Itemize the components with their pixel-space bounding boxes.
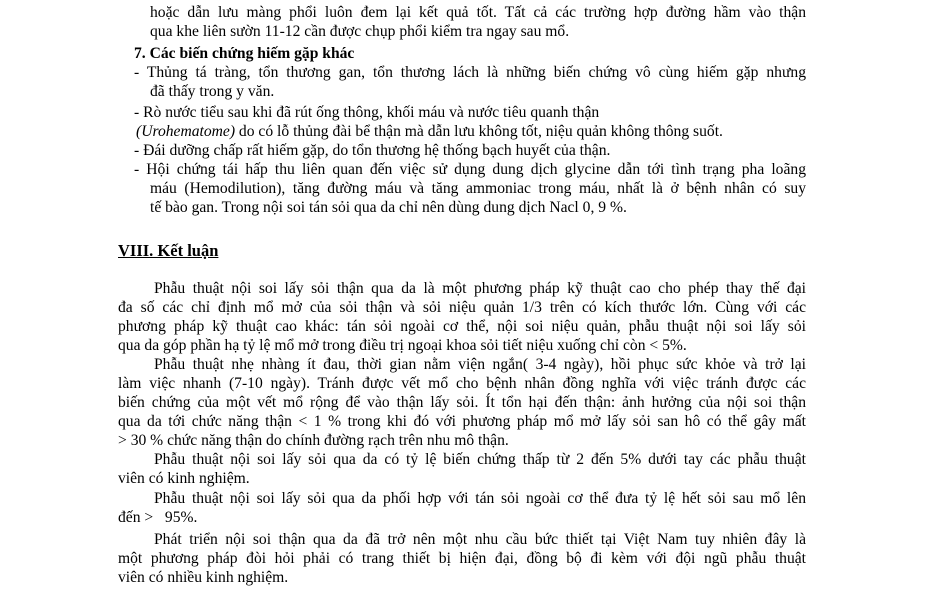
section-7-item-4-line-3: tế bào gan. Trong nội soi tán sỏi qua da chỉ nên dùng dung dịch Nacl 0, 9 %. bbox=[150, 199, 627, 216]
conclusion-p5-line-2: một phương pháp đòi hỏi phải có trang thiết bị hiện đại, đồng bộ đi kèm với đội ngũ phẫu thuật bbox=[118, 550, 806, 567]
conclusion-p1-line-1: Phẫu thuật nội soi lấy sỏi thận qua da là một phương pháp kỹ thuật cao cho phép thay thế đại bbox=[154, 280, 806, 297]
conclusion-p2-line-3: biến chứng của một vết mổ rộng để vào thận lấy sỏi. Ít tổn hại đến thận: ảnh hưởng của nội soi thận bbox=[118, 394, 806, 411]
conclusion-p4-line-1: Phẫu thuật nội soi lấy sỏi qua da phối hợp với tán sỏi ngoài cơ thể đưa tỷ lệ hết sỏi sau mổ lên bbox=[154, 490, 806, 507]
section-7-title: 7. Các biến chứng hiếm gặp khác bbox=[134, 45, 355, 62]
conclusion-p3-line-2: viên có kinh nghiệm. bbox=[118, 470, 250, 487]
conclusion-p2-line-2: làm việc nhanh (7-10 ngày). Tránh được vết mổ cho bệnh nhân đồng nghĩa với việc tránh được các bbox=[118, 375, 806, 392]
section-7-item-2-line-1: - Rò nước tiểu sau khi đã rút ống thông, khối máu và nước tiêu quanh thận bbox=[134, 104, 600, 121]
section-7-item-1-line-1: - Thủng tá tràng, tổn thương gan, tổn thương lách là những biến chứng vô cùng hiếm gặp nhưng bbox=[134, 64, 806, 81]
conclusion-p3-line-1: Phẫu thuật nội soi lấy sỏi qua da có tỷ lệ biến chứng thấp từ 2 đến 5% dưới tay các phẫu thuật bbox=[154, 451, 806, 468]
section-7-item-3-line-1: - Đái dưỡng chấp rất hiếm gặp, do tổn thương hệ thống bạch huyết của thận. bbox=[134, 142, 611, 159]
section-7-item-4-line-2: máu (Hemodilution), tăng đường máu và tăng ammoniac trong máu, nhất là ở bệnh nhân có suy bbox=[150, 180, 806, 197]
section-7-item-1-line-2: đã thấy trong y văn. bbox=[150, 83, 275, 100]
section-7-item-2-line-2-rest: do có lỗ thủng đài bể thận mà dẫn lưu không tốt, niệu quản không thông suốt. bbox=[235, 123, 723, 140]
conclusion-p5-line-3: viên có nhiều kinh nghiệm. bbox=[118, 569, 289, 586]
conclusion-p4-line-2: đến > 95%. bbox=[118, 509, 198, 526]
conclusion-p1-line-4: qua da góp phần hạ tỷ lệ mổ mở trong điều trị ngoại khoa sỏi tiết niệu xuống chỉ còn < 5%. bbox=[118, 337, 687, 354]
section-7-item-2-line-2 bbox=[136, 123, 723, 142]
conclusion-p2-line-4: qua da tới chức năng thận < 1 % trong khi đó với phương pháp mổ mở lấy sỏi san hô có thể gây mất bbox=[118, 413, 806, 430]
top-paragraph-line-2: qua khe liên sườn 11-12 cần được chụp phổi kiểm tra ngay sau mổ. bbox=[150, 23, 570, 40]
section-8-title: VIII. Kết luận bbox=[118, 241, 219, 260]
conclusion-p5-line-1: Phát triển nội soi thận qua da đã trở nên một nhu cầu bức thiết tại Việt Nam tuy nhiên đây là bbox=[154, 531, 806, 548]
conclusion-p2-line-5: > 30 % chức năng thận do chính đường rạch trên nhu mô thận. bbox=[118, 432, 509, 449]
section-7-item-4-line-1: - Hội chứng tái hấp thu liên quan đến việc sử dụng dung dịch glycine dẫn tới tình trạng pha loãng bbox=[134, 161, 806, 178]
top-paragraph-line-1: hoặc dẫn lưu màng phổi luôn đem lại kết quả tốt. Tất cả các trường hợp đường hầm vào thận bbox=[150, 4, 806, 21]
conclusion-p1-line-2: đa số các chỉ định mổ mở của sỏi thận và sỏi niệu quản 1/3 trên có kích thước lớn. Cùng với các bbox=[118, 299, 806, 316]
urohematome-term: (Urohematome) bbox=[136, 123, 236, 140]
conclusion-p1-line-3: phương pháp kỹ thuật cao khác: tán sỏi ngoài cơ thể, nội soi niệu quản, phẫu thuật nội soi lấy sỏi bbox=[118, 318, 806, 335]
conclusion-p2-line-1: Phẫu thuật nhẹ nhàng ít đau, thời gian nằm viện ngắn( 3-4 ngày), hồi phục sức khỏe và trở lại bbox=[154, 356, 806, 373]
